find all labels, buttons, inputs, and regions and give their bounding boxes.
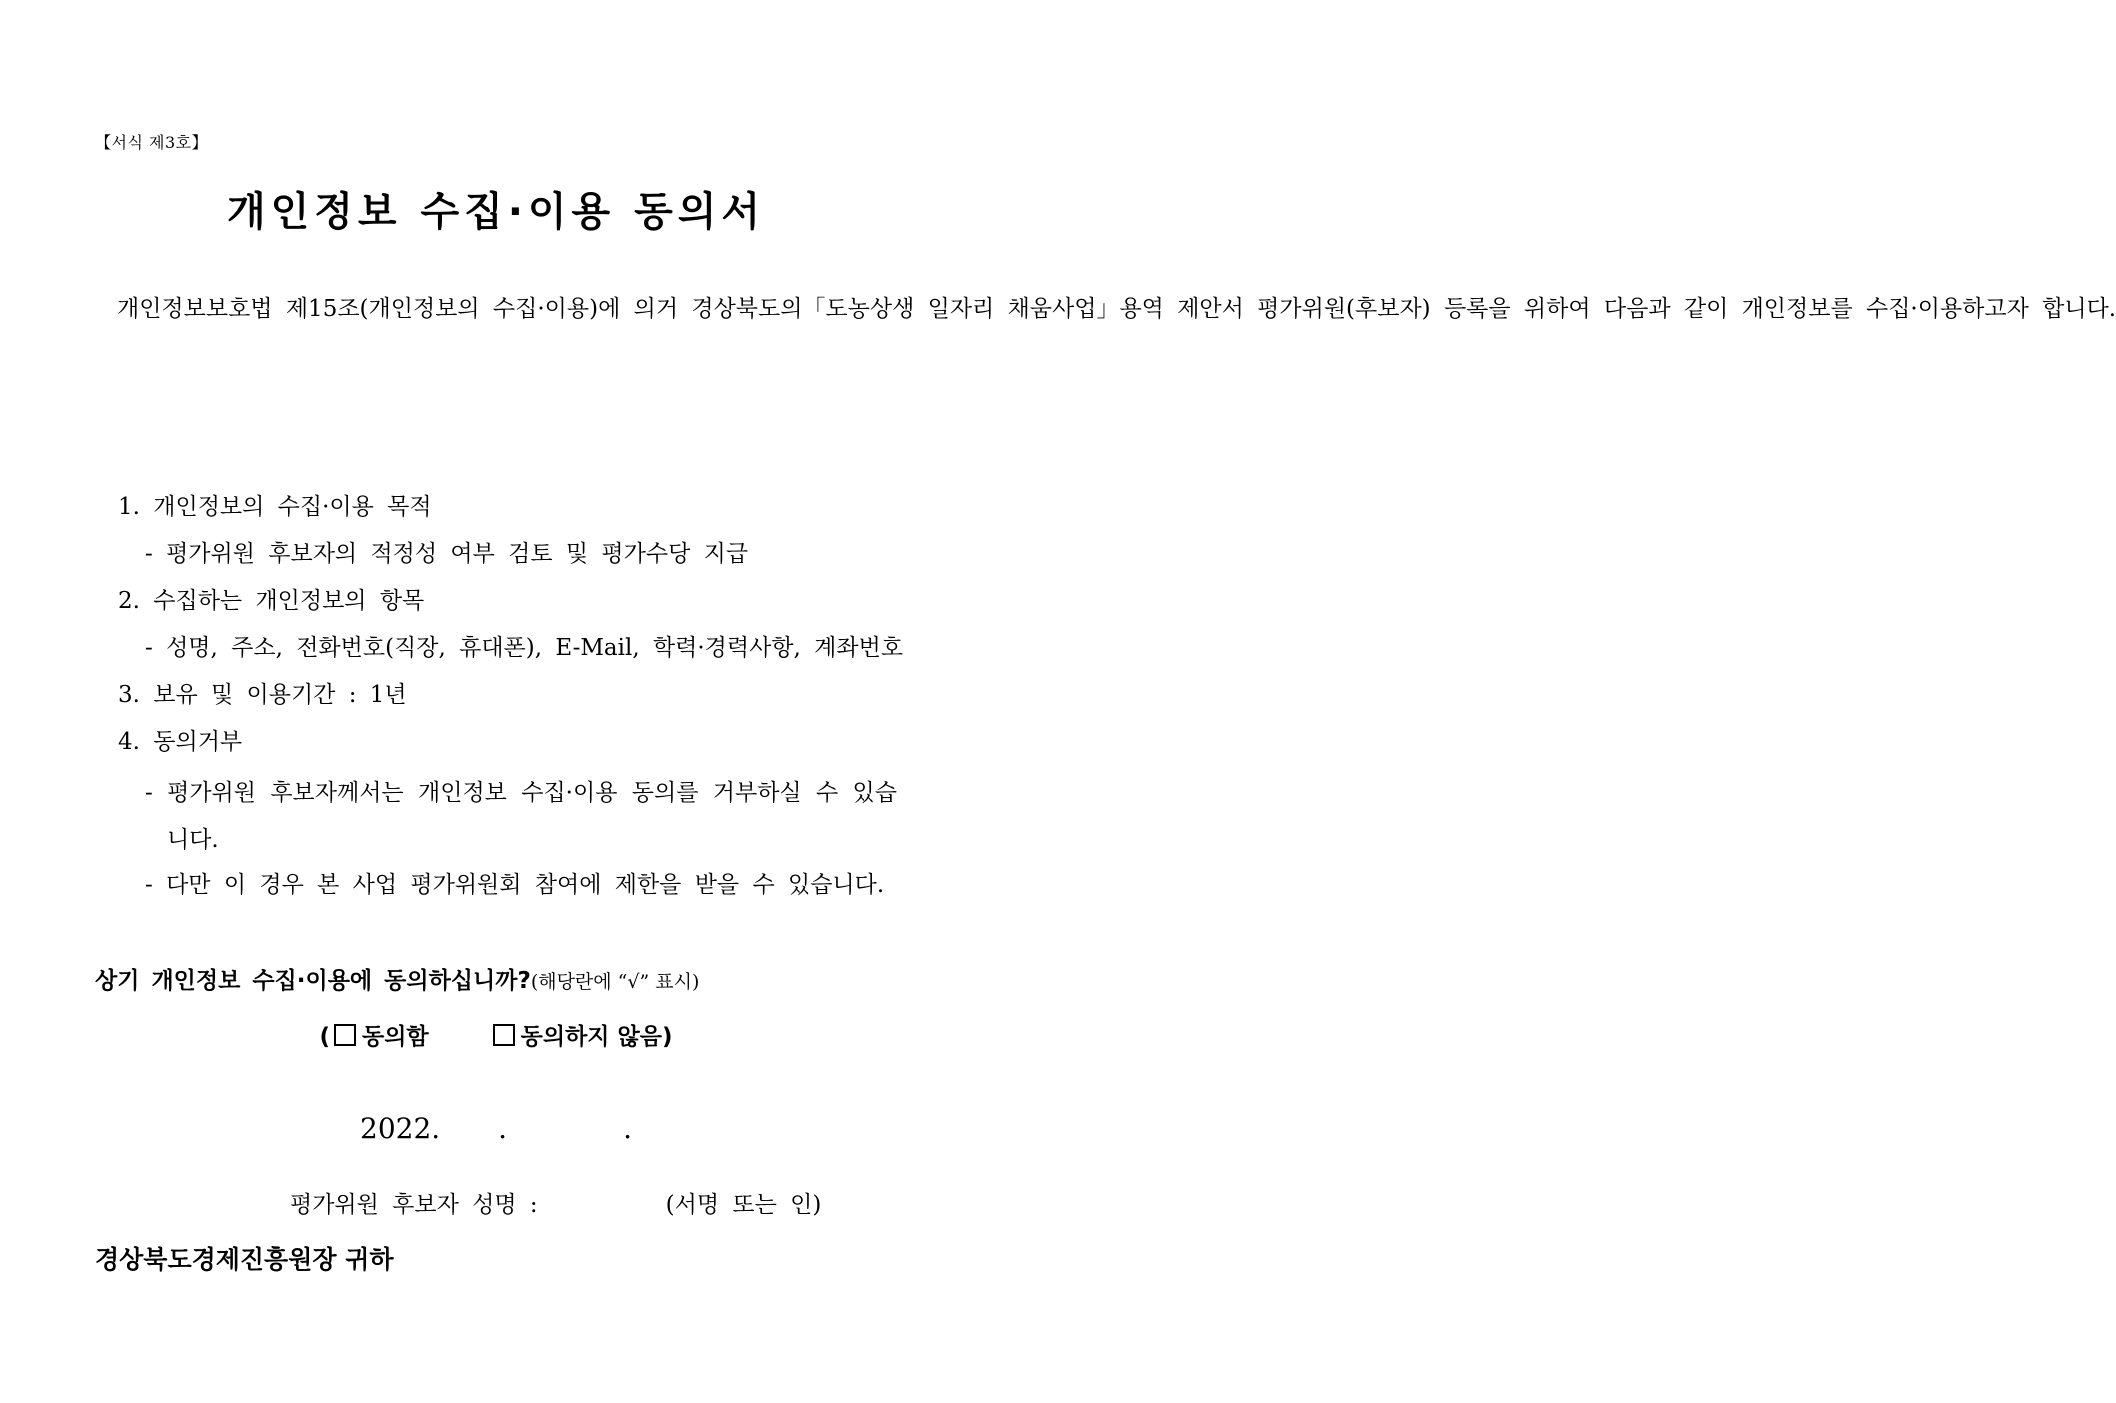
intro-paragraph: 개인정보보호법 제15조(개인정보의 수집·이용)에 의거 경상북도의「도농상생 일자리 채움사업」용역 제안서 평가위원(후보자) 등록을 위하여 다음과 같이 개인정보를 수집·이용하고자 합니다. (117, 296, 2116, 322)
consent-choices (0, 1018, 992, 1051)
signature-line (290, 1186, 821, 1219)
document-title: 개인정보 수집·이용 동의서 (226, 189, 766, 235)
signature-label: 평가위원 후보자 성명 : (290, 1192, 538, 1218)
recipient: 경상북도경제진흥원장 귀하 (95, 1245, 394, 1274)
open-paren: ( (319, 1024, 330, 1050)
refusal-detail-2: - 다만 이 경우 본 사업 평가위원회 참여에 제한을 받을 수 있습니다. (145, 872, 885, 898)
consent-question (95, 962, 699, 995)
refusal-heading: 4. 동의거부 (118, 729, 243, 755)
agree-checkbox[interactable] (334, 1024, 356, 1046)
purpose-detail: - 평가위원 후보자의 적정성 여부 검토 및 평가수당 지급 (145, 541, 749, 567)
agree-label: 동의함 (362, 1024, 429, 1050)
refusal-detail-1 (145, 770, 897, 864)
consent-question-text: 상기 개인정보 수집·이용에 동의하십니까? (95, 968, 531, 994)
retention-period: 3. 보유 및 이용기간 : 1년 (118, 682, 407, 708)
fields-detail: - 성명, 주소, 전화번호(직장, 휴대폰), E-Mail, 학력·경력사항, 계좌번호 (145, 635, 904, 661)
fields-heading: 2. 수집하는 개인정보의 항목 (118, 588, 425, 614)
consent-instruction: (해당란에 “√” 표시) (530, 971, 700, 993)
disagree-checkbox[interactable] (493, 1024, 515, 1046)
date-year: 2022. (360, 1112, 441, 1145)
date-day-dot: . (623, 1112, 632, 1145)
close-paren: ) (661, 1024, 673, 1050)
form-number: 【서식 제3호】 (95, 133, 209, 152)
signature-note: (서명 또는 인) (665, 1192, 822, 1218)
refusal-detail-1-text: - 평가위원 후보자께서는 개인정보 수집·이용 동의를 거부하실 수 있습니다. (145, 780, 897, 853)
disagree-label: 동의하지 않음 (520, 1024, 662, 1050)
purpose-heading: 1. 개인정보의 수집·이용 목적 (118, 494, 432, 520)
date-line (0, 1112, 992, 1145)
date-month-dot: . (498, 1112, 508, 1145)
